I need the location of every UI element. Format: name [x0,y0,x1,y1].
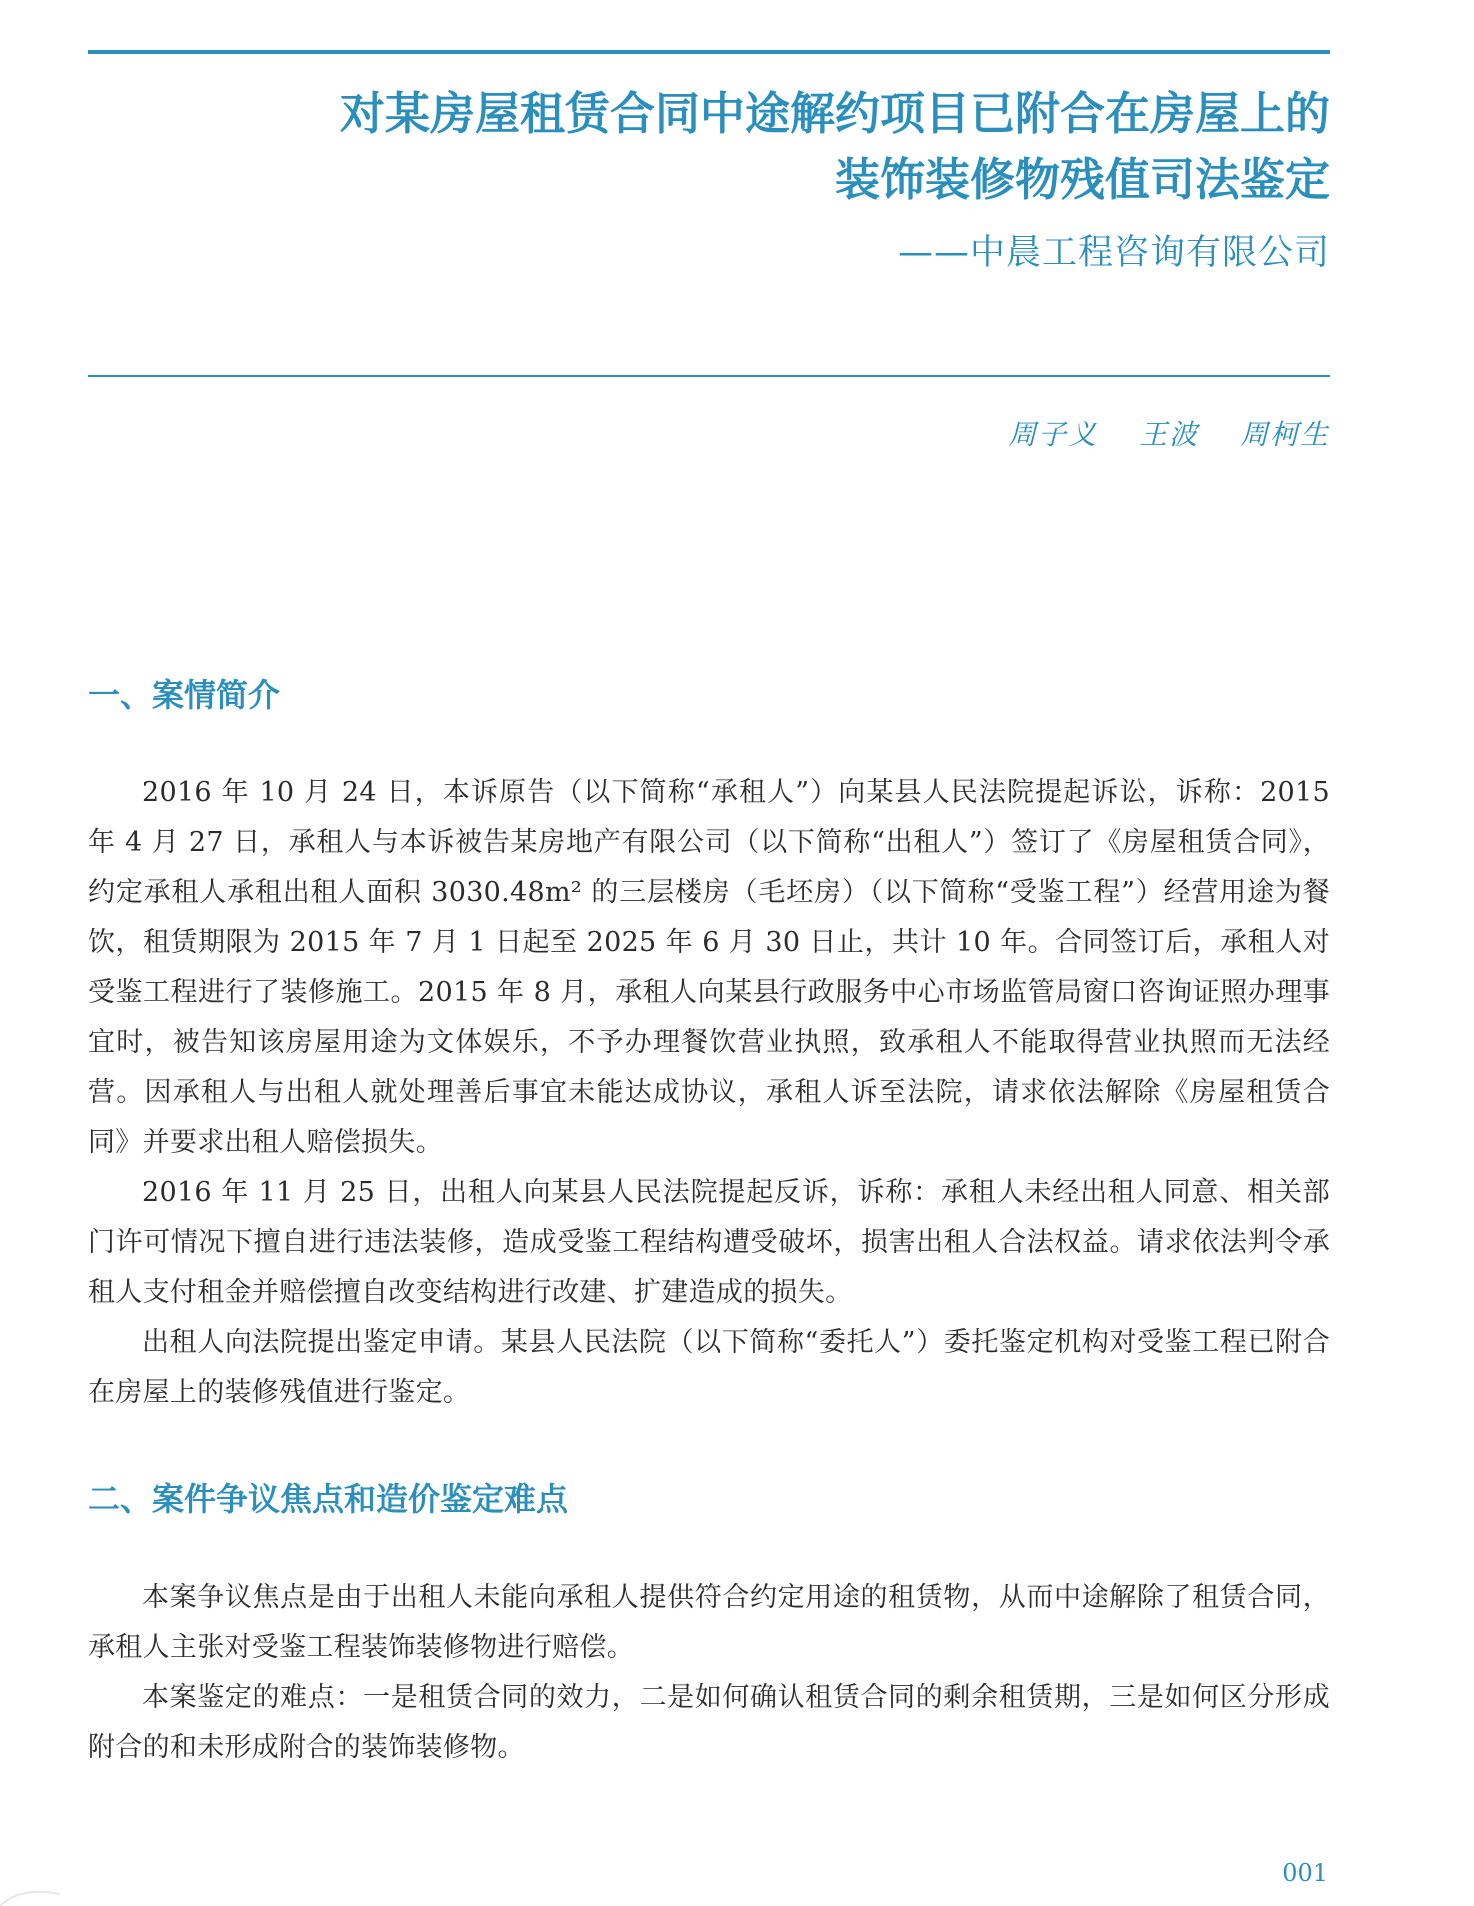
author-name: 周子义 [1008,418,1099,451]
body-paragraph: 本案鉴定的难点：一是租赁合同的效力，二是如何确认租赁合同的剩余租赁期，三是如何区分形成附合的和未形成附合的装饰装修物。 [88,1682,1330,1763]
organization-byline: ——中晨工程咨询有限公司 [897,233,1330,273]
page-number: 001 [1282,1859,1328,1887]
top-divider [88,50,1330,54]
author-list [978,413,1330,457]
section-heading-case-summary: 一、案情简介 [88,676,281,714]
section-heading-dispute-focus: 二、案件争议焦点和造价鉴定难点 [88,1480,569,1518]
section-body-case-summary [88,768,1330,1418]
body-paragraph: 2016 年 10 月 24 日，本诉原告（以下简称“承租人”）向某县人民法院提起诉讼，诉称：2015 年 4 月 27 日，承租人与本诉被告某房地产有限公司（以下简称“出租人”）签订了《房屋租赁合同》，约定承租人承租出租人面积 3030.48m² 的三层楼房（毛坯房）（以下简称“受鉴工程”）经营用途为餐饮，租赁期限为 2015 年 7 月 1 日起至 2025 年 6 月 30 日止，共计 10 年。合同签订后，承租人对受鉴工程进行了装修施工。2015 年 8 月，承租人向某县行政服务中心市场监管局窗口咨询证照办理事宜时，被告知该房屋用途为文体娱乐，不予办理餐饮营业执照，致承租人不能取得营业执照而无法经营。因承租人与出租人就处理善后事宜未能达成协议，承租人诉至法院，请求依法解除《房屋租赁合同》并要求出租人赔偿损失。 [88,777,1330,1158]
document-title-line-2: 装饰装修物残值司法鉴定 [834,153,1330,206]
section-body-dispute-focus [88,1573,1330,1773]
document-title-line-1: 对某房屋租赁合同中途解约项目已附合在房屋上的 [339,87,1330,140]
author-name: 王波 [1139,418,1200,451]
header-divider [88,375,1330,377]
body-paragraph: 本案争议焦点是由于出租人未能向承租人提供符合约定用途的租赁物，从而中途解除了租赁合同，承租人主张对受鉴工程装饰装修物进行赔偿。 [88,1582,1330,1663]
body-paragraph: 出租人向法院提出鉴定申请。某县人民法院（以下简称“委托人”）委托鉴定机构对受鉴工程已附合在房屋上的装修残值进行鉴定。 [88,1327,1330,1408]
author-name: 周柯生 [1239,418,1330,451]
body-paragraph: 2016 年 11 月 25 日，出租人向某县人民法院提起反诉，诉称：承租人未经出租人同意、相关部门许可情况下擅自进行违法装修，造成受鉴工程结构遭受破坏，损害出租人合法权益。请求依法判令承租人支付租金并赔偿擅自改变结构进行改建、扩建造成的损失。 [88,1177,1330,1308]
corner-decoration [0,1866,60,1906]
